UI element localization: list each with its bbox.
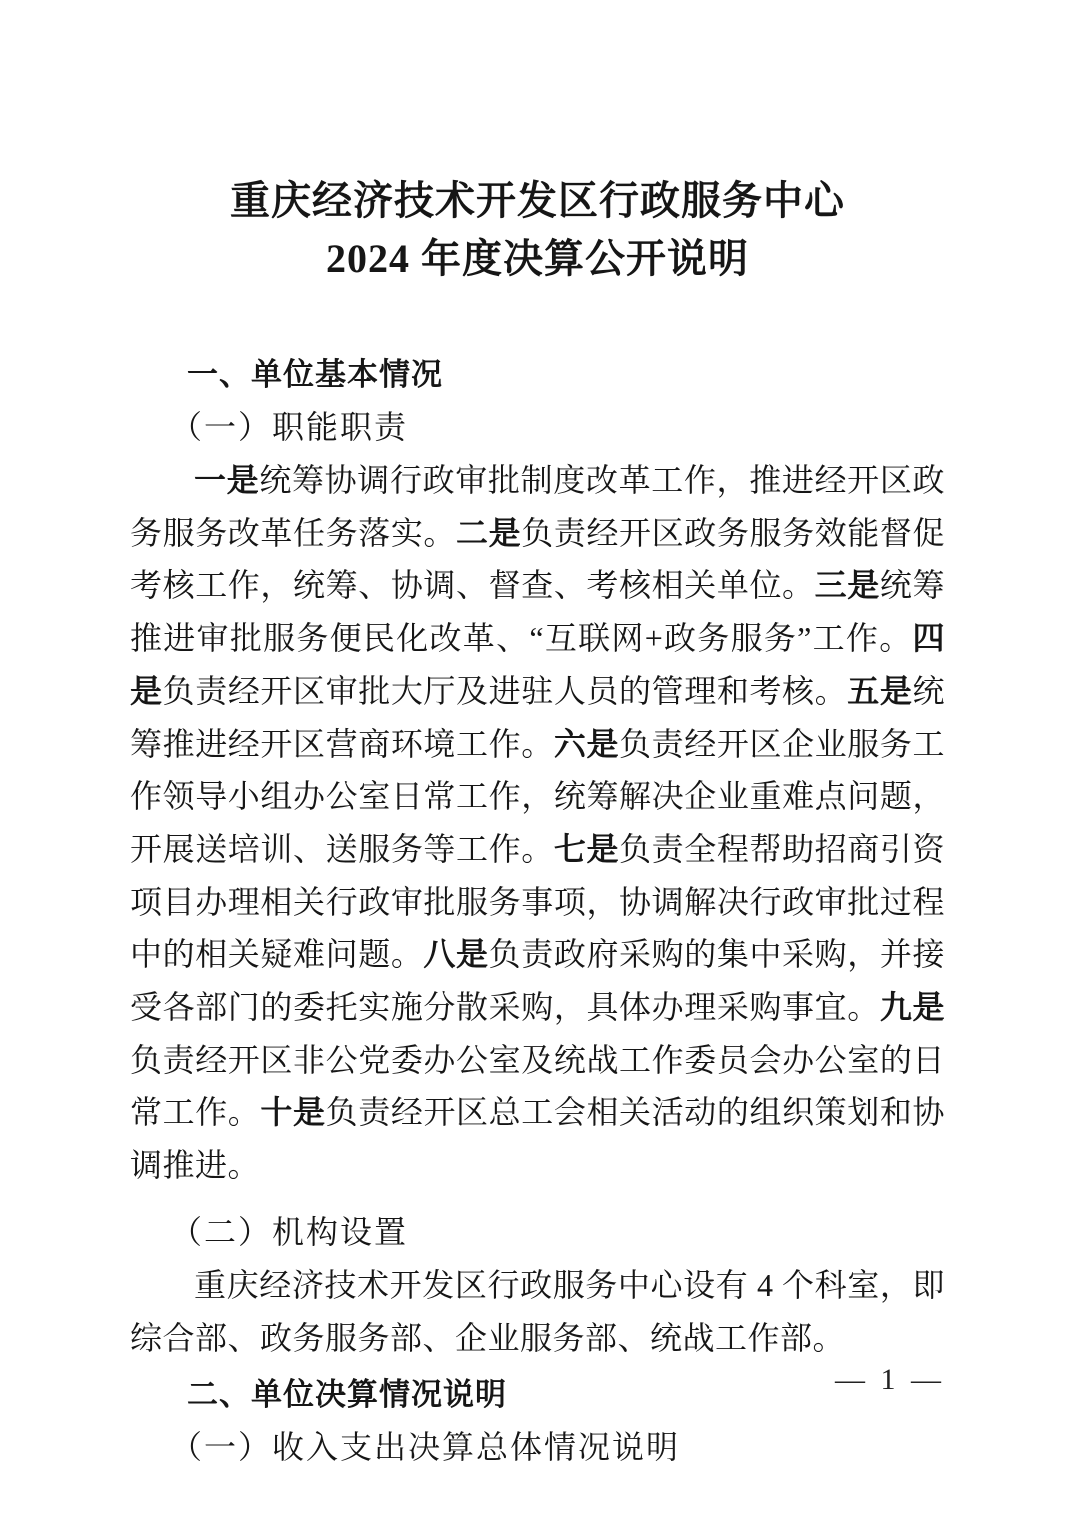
subsection-heading-revenue-expenditure: （一）收入支出决算总体情况说明 [170, 1429, 681, 1466]
document-title-line1: 重庆经济技术开发区行政服务中心 [230, 178, 845, 223]
emphasis-marker: 七是 [553, 830, 620, 867]
paragraph-duties [130, 454, 945, 1192]
body-text-segment: 负责全程帮助招商引资项目办理相关行政审批服务事项，协调解决行政审批过程中的相关疑难问题。 [130, 830, 945, 973]
document-body [130, 348, 945, 1474]
emphasis-marker: 十是 [260, 1094, 326, 1131]
emphasis-marker: 八是 [423, 936, 489, 973]
emphasis-marker: 二是 [456, 514, 522, 551]
emphasis-marker: 六是 [553, 725, 620, 762]
body-text-segment: 负责经开区非公党委办公室及统战工作委员会办公室的日常工作。 [130, 1041, 945, 1131]
document-title [0, 172, 1075, 288]
body-text-segment: 负责经开区企业服务工作领导小组办公室日常工作，统筹解决企业重难点问题，开展送培训、送服务等工作。 [130, 725, 945, 867]
body-text-segment: 统筹推进审批服务便民化改革、“互联网+政务服务”工作。 [130, 567, 945, 657]
emphasis-marker: 九是 [879, 989, 945, 1026]
body-text-segment: 负责经开区政务服务效能督促考核工作，统筹、协调、督查、考核相关单位。 [130, 514, 945, 604]
emphasis-marker: 一是 [194, 462, 260, 498]
section-heading-basic-info: 一、单位基本情况 [187, 357, 443, 392]
section-heading-final-accounts: 二、单位决算情况说明 [187, 1377, 507, 1413]
paragraph-structure: 重庆经济技术开发区行政服务中心设有 4 个科室，即综合部、政务服务部、企业服务部、统战工作部。 [130, 1266, 945, 1356]
body-text-segment: 统筹推进经开区营商环境工作。 [130, 672, 945, 762]
body-text-segment: 统筹协调行政审批制度改革工作，推进经开区政务服务改革任务落实。 [130, 462, 945, 551]
body-text-segment: 负责经开区总工会相关活动的组织策划和协调推进。 [130, 1094, 945, 1184]
subsection-heading-structure: （二）机构设置 [170, 1213, 409, 1250]
emphasis-marker: 四是 [130, 620, 945, 709]
page-number: — 1 — [835, 1363, 945, 1396]
emphasis-marker: 五是 [847, 672, 913, 709]
emphasis-marker: 三是 [814, 567, 880, 604]
body-text-segment: 负责经开区审批大厅及进驻人员的管理和考核。 [162, 672, 848, 709]
subsection-heading-duties: （一）职能职责 [170, 409, 409, 445]
document-title-line2: 2024 年度决算公开说明 [326, 236, 749, 281]
body-text-segment: 负责政府采购的集中采购，并接受各部门的委托实施分散采购，具体办理采购事宜。 [130, 936, 945, 1026]
